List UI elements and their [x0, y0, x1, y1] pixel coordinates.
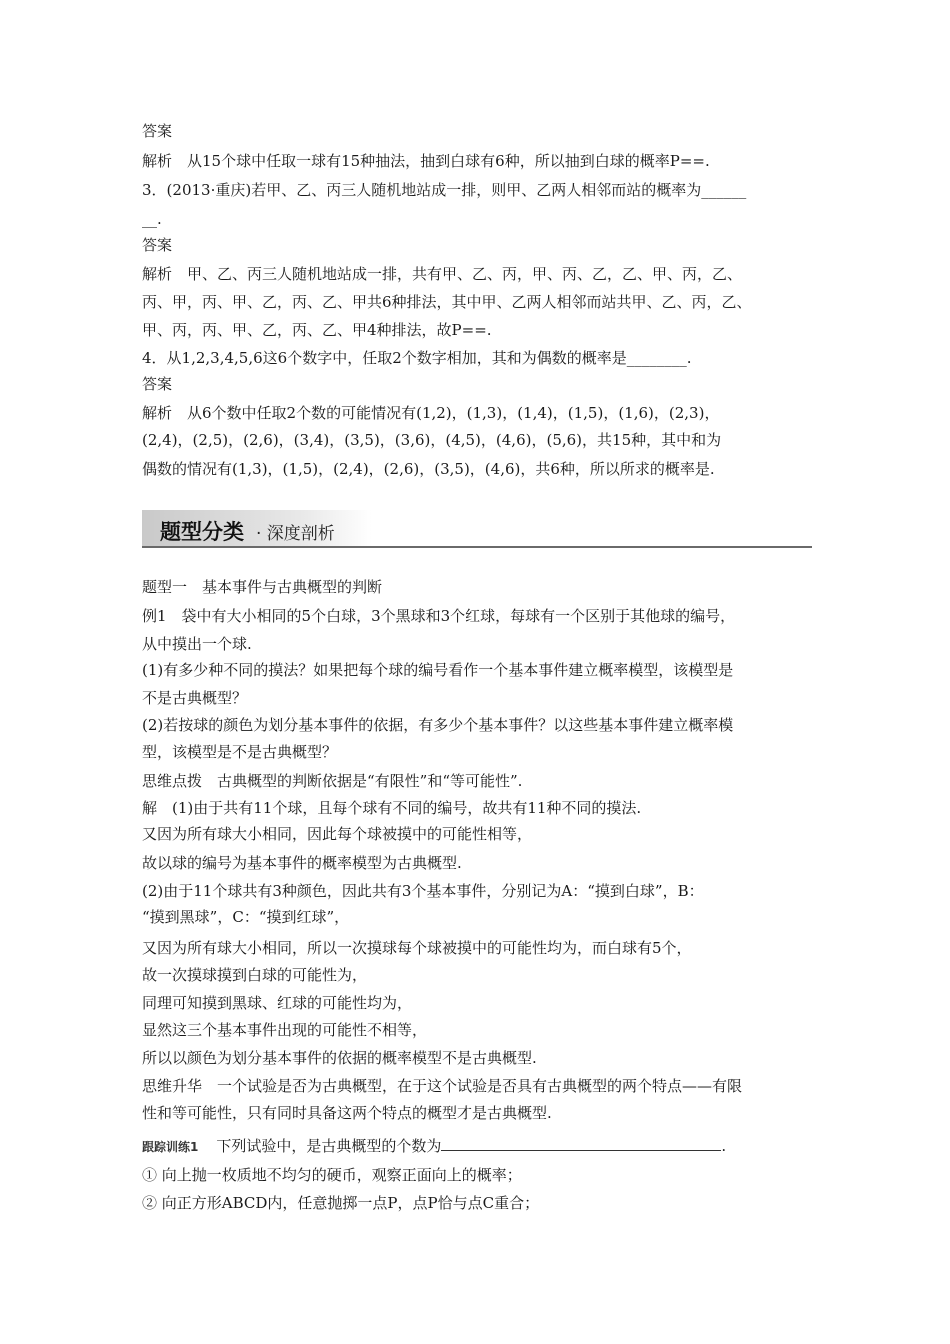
- text-line: __.: [142, 210, 162, 228]
- text-line: 答案: [142, 375, 173, 393]
- text-line: 又因为所有球大小相同，因此每个球被摸中的可能性相等，: [142, 825, 533, 843]
- practice-item: ① 向上抛一枚质地不均匀的硬币，观察正面向上的概率；: [142, 1166, 522, 1184]
- practice-question-end: .: [721, 1137, 727, 1155]
- text-line: 例1 袋中有大小相同的5个白球，3个黑球和3个红球，每球有一个区别于其他球的编号，: [142, 607, 736, 625]
- text-line: 丙、甲，丙、甲、乙，丙、乙、甲共6种排法，其中甲、乙两人相邻而站共甲、乙、丙，乙、: [142, 293, 752, 311]
- text-line: 4．从1,2,3,4,5,6这6个数字中，任取2个数字相加，其和为偶数的概率是________.: [142, 349, 692, 367]
- text-line: 故一次摸球摸到白球的可能性为，: [142, 966, 368, 984]
- text-line: (2)由于11个球共有3种颜色，因此共有3个基本事件，分别记为A：“摸到白球”，B：: [142, 882, 704, 900]
- text-line: 显然这三个基本事件出现的可能性不相等，: [142, 1021, 428, 1039]
- text-line: 解析 甲、乙、丙三人随机地站成一排，共有甲、乙、丙，甲、丙、乙，乙、甲、丙，乙、: [142, 265, 743, 283]
- text-line: (1)有多少种不同的摸法？如果把每个球的编号看作一个基本事件建立概率模型，该模型是: [142, 661, 734, 679]
- text-line: 解析 从15个球中任取一球有15种抽法，抽到白球有6种，所以抽到白球的概率P==.: [142, 152, 710, 170]
- practice-question-text: 下列试验中，是古典概型的个数为: [216, 1137, 442, 1155]
- text-line: 又因为所有球大小相同，所以一次摸球每个球被摸中的可能性均为，而白球有5个，: [142, 939, 692, 957]
- text-line: 题型一 基本事件与古典概型的判断: [142, 578, 383, 596]
- practice-item: ② 向正方形ABCD内，任意抛掷一点P，点P恰与点C重合；: [142, 1194, 540, 1212]
- text-line: 答案: [142, 122, 173, 140]
- text-line: 思维点拨 古典概型的判断依据是“有限性”和“等可能性”.: [142, 772, 523, 790]
- section-divider: [142, 546, 812, 548]
- text-line: (2,4)，(2,5)，(2,6)，(3,4)，(3,5)，(3,6)，(4,5)，(4,6)，(5,6)，共15种，其中和为: [142, 431, 722, 449]
- text-line: 解析 从6个数中任取2个数的可能情况有(1,2)，(1,3)，(1,4)，(1,5)，(1,6)，(2,3)，: [142, 404, 720, 422]
- text-line: 偶数的情况有(1,3)，(1,5)，(2,4)，(2,6)，(3,5)，(4,6)，共6种，所以所求的概率是.: [142, 460, 715, 478]
- text-line: 同理可知摸到黑球、红球的可能性均为，: [142, 994, 413, 1012]
- text-line: “摸到黑球”，C：“摸到红球”，: [142, 908, 350, 926]
- text-line: 故以球的编号为基本事件的概率模型为古典概型.: [142, 854, 462, 872]
- section-title: 题型分类: [160, 520, 244, 544]
- text-line: 3．(2013·重庆)若甲、乙、丙三人随机地站成一排，则甲、乙两人相邻而站的概率为______: [142, 181, 747, 199]
- text-line: 解 (1)由于共有11个球，且每个球有不同的编号，故共有11种不同的摸法.: [142, 799, 642, 817]
- text-line: 所以以颜色为划分基本事件的依据的概率模型不是古典概型.: [142, 1049, 537, 1067]
- text-line: 型，该模型是不是古典概型？: [142, 743, 338, 761]
- section-subtitle: · 深度剖析: [256, 524, 335, 544]
- practice-question: [142, 1136, 726, 1157]
- text-line: 不是古典概型？: [142, 689, 248, 707]
- text-line: 思维升华 一个试验是否为古典概型，在于这个试验是否具有古典概型的两个特点——有限: [142, 1077, 743, 1095]
- practice-tag: 跟踪训练1: [142, 1140, 199, 1154]
- text-line: 甲、丙，丙、甲、乙，丙、乙、甲4种排法，故P==.: [142, 321, 492, 339]
- answer-blank: [441, 1136, 721, 1151]
- text-line: (2)若按球的颜色为划分基本事件的依据，有多少个基本事件？以这些基本事件建立概率模: [142, 716, 734, 734]
- text-line: 性和等可能性，只有同时具备这两个特点的概型才是古典概型.: [142, 1104, 552, 1122]
- section-header: [142, 510, 812, 548]
- text-line: 答案: [142, 236, 173, 254]
- text-line: 从中摸出一个球.: [142, 635, 252, 653]
